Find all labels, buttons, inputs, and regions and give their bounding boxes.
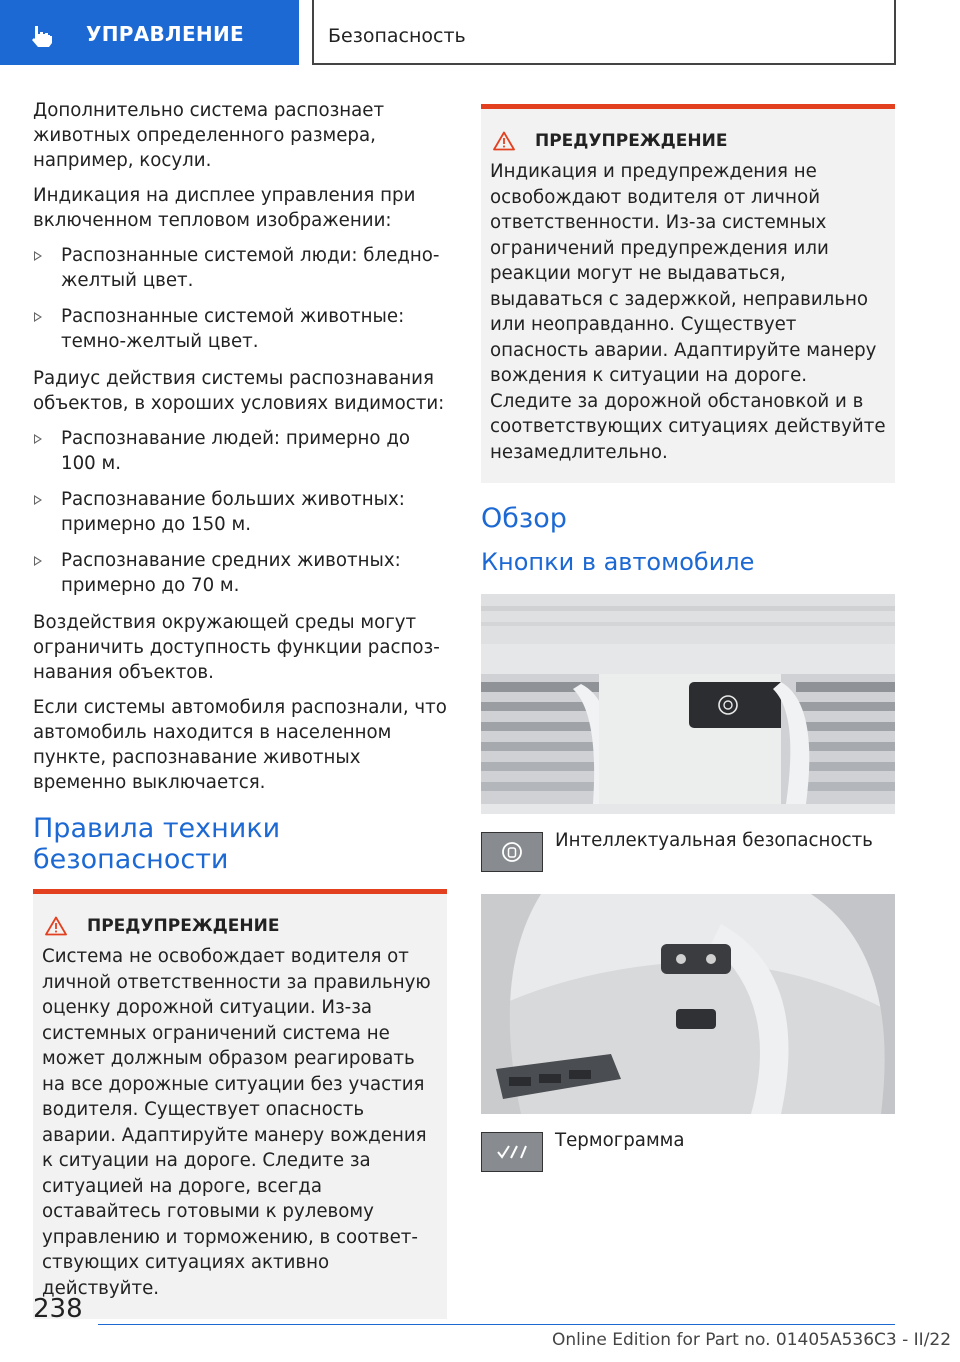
warning-box bbox=[33, 889, 447, 1319]
list-item bbox=[33, 243, 447, 293]
list-item bbox=[33, 304, 447, 354]
warning-triangle-icon bbox=[493, 131, 515, 151]
edition-footer: Online Edition for Part no. 01405A536C3 - II/22 bbox=[552, 1330, 952, 1350]
list-item bbox=[33, 426, 447, 476]
triangle-bullet-icon bbox=[34, 556, 42, 566]
triangle-bullet-icon bbox=[34, 251, 42, 261]
list-item-text: Распознавание средних животных: примерно до 70 м. bbox=[61, 550, 401, 596]
warning-title: ПРЕДУПРЕЖДЕНИЕ bbox=[535, 131, 728, 151]
subsection-heading: Кнопки в автомобиле bbox=[481, 548, 755, 576]
intelligent-safety-icon bbox=[481, 832, 543, 872]
chapter-tab[interactable] bbox=[0, 0, 299, 65]
footer-divider bbox=[98, 1324, 895, 1325]
chapter-title: УПРАВЛЕНИЕ bbox=[86, 22, 244, 46]
legend-label: Интеллектуальная безопасность bbox=[555, 830, 873, 851]
dashboard-vents-photo bbox=[481, 594, 895, 814]
legend-row bbox=[481, 1132, 895, 1172]
list-item-text: Распознавание людей: примерно до 100 м. bbox=[61, 428, 411, 474]
section-heading: Правила техники безопасности bbox=[33, 813, 281, 875]
paragraph: Радиус действия системы распознавания объектов, в хороших условиях видимости: bbox=[33, 368, 445, 414]
steering-column-photo bbox=[481, 894, 895, 1114]
left-column bbox=[33, 98, 447, 1319]
bullet-list bbox=[33, 243, 447, 354]
warning-title: ПРЕДУПРЕЖДЕНИЕ bbox=[87, 916, 280, 936]
warning-text: Система не освобождает водителя от личной ответственности за правильную оценку дорожной ситуации. Из-за системных ограничений система не может должным образом реагировать на все дорожные ситуации без участия водителя. Существует опасность аварии. Адаптируйте манеру вождения к ситуации на дороге. Следите за ситуацией на дороге, всегда оставайтесь готовыми к рулевому управлению и торможению, в соответствующих ситуациях активно действуйте. bbox=[42, 946, 431, 1299]
list-item bbox=[33, 548, 447, 598]
warning-triangle-icon bbox=[45, 916, 67, 936]
legend-row bbox=[481, 832, 895, 872]
paragraph: Дополнительно система распознает животных определенного размера, например, косули. bbox=[33, 100, 385, 171]
section-title: Безопасность bbox=[328, 25, 466, 47]
list-item-text: Распознанные системой животные: темно-желтый цвет. bbox=[61, 306, 405, 352]
legend-label: Термограмма bbox=[555, 1130, 685, 1151]
paragraph: Если системы автомобиля распознали, что автомобиль находится в населенном пункте, распознавание животных временно выключается. bbox=[33, 697, 447, 793]
warning-header bbox=[490, 131, 886, 151]
warning-header bbox=[42, 916, 438, 936]
hand-pointer-icon bbox=[30, 24, 56, 52]
bullet-list bbox=[33, 426, 447, 598]
section-header bbox=[312, 0, 896, 65]
triangle-bullet-icon bbox=[34, 495, 42, 505]
right-column bbox=[481, 104, 895, 1194]
paragraph: Воздействия окружающей среды могут ограничить доступность функции распознавания объектов. bbox=[33, 612, 440, 683]
warning-text: Индикация и предупреждения не освобождают водителя от личной ответственности. Из-за системных ограничений предупреждения или реакции могут не выдаваться, выдаваться с задержкой, неправильно или неоправданно. Существует опасность аварии. Адаптируйте манеру вождения к ситуации на дороге. Следите за дорожной обстановкой и в соответствующих ситуациях действуйте незамедлительно. bbox=[490, 161, 886, 463]
night-vision-icon bbox=[481, 1132, 543, 1172]
page-number: 238 bbox=[33, 1294, 83, 1324]
warning-box bbox=[481, 104, 895, 483]
section-heading: Обзор bbox=[481, 503, 567, 534]
list-item-text: Распознанные системой люди: бледно-желтый цвет. bbox=[61, 245, 440, 291]
list-item bbox=[33, 487, 447, 537]
triangle-bullet-icon bbox=[34, 312, 42, 322]
paragraph: Индикация на дисплее управления при включенном тепловом изображении: bbox=[33, 185, 416, 231]
list-item-text: Распознавание больших животных: примерно до 150 м. bbox=[61, 489, 405, 535]
triangle-bullet-icon bbox=[34, 434, 42, 444]
